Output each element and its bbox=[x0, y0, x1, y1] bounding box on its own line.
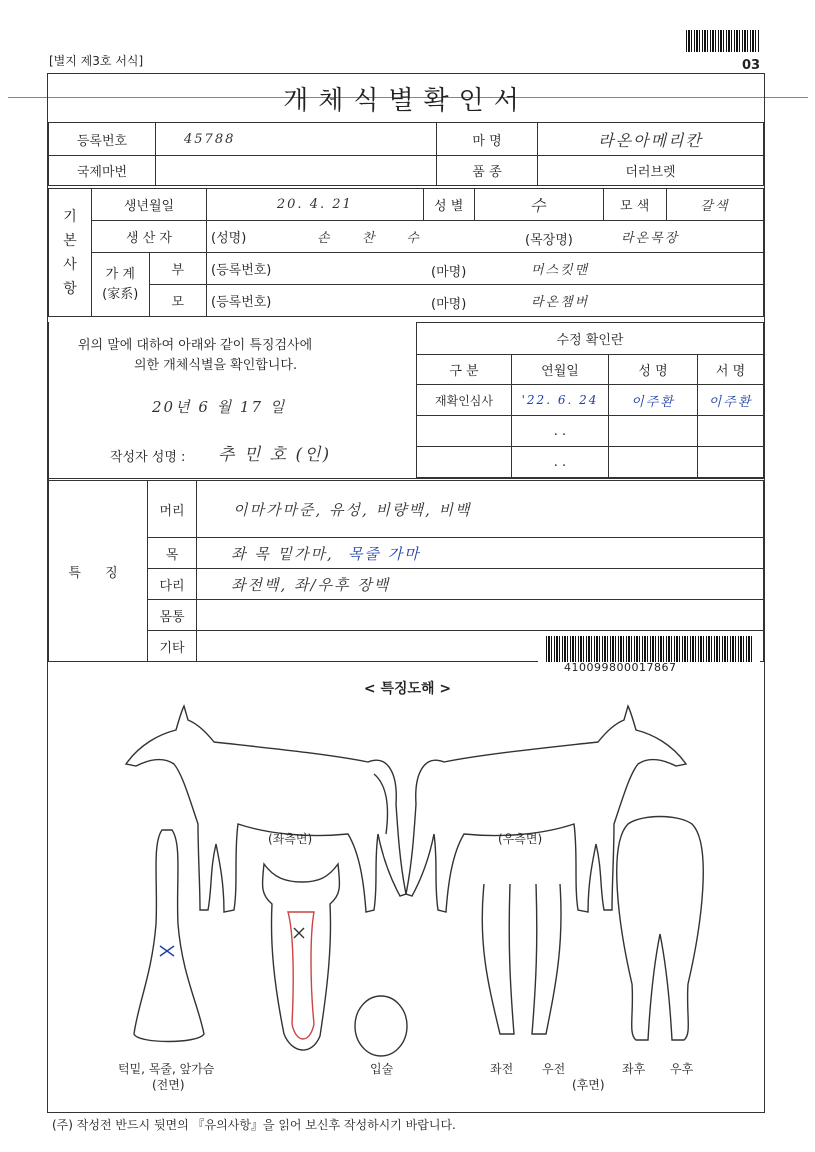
col-type: 구 분 bbox=[417, 355, 512, 385]
details-section-label: 기본사항 bbox=[49, 189, 92, 317]
sire-reg-label: (등록번호) bbox=[211, 263, 272, 278]
breed-value: 더러브렛 bbox=[538, 156, 764, 186]
label-rear: (후면) bbox=[572, 1078, 605, 1092]
front-neck-view bbox=[134, 830, 204, 1042]
breeder-name-label: (성명) bbox=[211, 231, 247, 246]
confirm-left-border bbox=[48, 322, 49, 480]
left-side-horse bbox=[126, 706, 406, 912]
document-title: 개체식별확인서 bbox=[283, 86, 529, 116]
head-whorl-mark bbox=[294, 928, 304, 938]
features-section-label: 특 징 bbox=[49, 481, 148, 662]
dam-label: 모 bbox=[149, 285, 207, 317]
form-label: [별지 제3호 서식] bbox=[49, 54, 144, 68]
row3-name bbox=[609, 447, 698, 478]
writer-label: 작성자 성명 : bbox=[110, 450, 186, 465]
horse-name-label: 마 명 bbox=[437, 123, 538, 156]
legs-label: 다리 bbox=[148, 569, 197, 600]
basic-info-table bbox=[48, 122, 764, 186]
label-front-caption: 턱밑, 목줄, 앞가슴 bbox=[118, 1062, 215, 1076]
row1-name: 이주환 bbox=[609, 385, 698, 416]
row2-type bbox=[417, 416, 512, 447]
sire-name-value: 머스킷맨 bbox=[531, 263, 590, 278]
statement-line-1: 위의 말에 대하여 아래와 같이 특징검사에 bbox=[78, 338, 313, 353]
row2-name bbox=[609, 416, 698, 447]
dam-name-value: 라온챔버 bbox=[531, 295, 590, 310]
label-front-left: 좌전 bbox=[490, 1062, 514, 1076]
statement-line-2: 의한 개체식별을 확인합니다. bbox=[134, 358, 298, 373]
footer-note: (주) 작성전 반드시 뒷면의 『유의사항』을 읽어 보신후 작성하시기 바랍니다. bbox=[52, 1118, 456, 1132]
head-label: 머리 bbox=[148, 481, 197, 538]
coat-label: 모 색 bbox=[603, 189, 666, 221]
lips-view bbox=[355, 996, 407, 1056]
label-front: (전면) bbox=[152, 1078, 185, 1092]
farm-value: 라온목장 bbox=[621, 231, 680, 246]
neck-value: 좌 목 밑가마, bbox=[231, 544, 334, 563]
horse-diagram bbox=[48, 684, 764, 1094]
label-rear-right: 우후 bbox=[670, 1062, 694, 1076]
intl-name-value bbox=[156, 156, 437, 186]
barcode-number: 410099800017867 bbox=[564, 661, 677, 674]
diagram-title: < 특징도해 > bbox=[363, 681, 452, 697]
dam-row bbox=[207, 285, 764, 317]
row1-type: 재확인심사 bbox=[417, 385, 512, 416]
writer-value: 추 민 호 (인) bbox=[218, 445, 332, 465]
row3-sign bbox=[698, 447, 764, 478]
top-barcode bbox=[686, 30, 760, 52]
sire-label: 부 bbox=[149, 253, 207, 285]
revision-table bbox=[416, 322, 764, 478]
details-table bbox=[48, 188, 764, 317]
reg-no-label: 등록번호 bbox=[49, 123, 156, 156]
dam-name-label: (마명) bbox=[431, 297, 467, 312]
label-left-side: (좌측면) bbox=[268, 832, 313, 846]
neck-label: 목 bbox=[148, 538, 197, 569]
farm-label: (목장명) bbox=[525, 233, 573, 248]
sire-row bbox=[207, 253, 764, 285]
breeder-row bbox=[207, 221, 764, 253]
dam-reg-label: (등록번호) bbox=[211, 295, 272, 310]
body-label: 몸통 bbox=[148, 600, 197, 631]
sex-value: 수 bbox=[474, 189, 603, 221]
intl-name-label: 국제마번 bbox=[49, 156, 156, 186]
col-date: 연월일 bbox=[512, 355, 609, 385]
breed-label: 품 종 bbox=[437, 156, 538, 186]
front-legs-view bbox=[482, 884, 561, 1034]
sex-label: 성 별 bbox=[423, 189, 474, 221]
row1-date: '22. 6. 24 bbox=[512, 385, 609, 416]
confirm-date: 20년 6 월 17 일 bbox=[152, 398, 287, 416]
col-name: 성 명 bbox=[609, 355, 698, 385]
row3-type bbox=[417, 447, 512, 478]
label-right-side: (우측면) bbox=[498, 832, 543, 846]
barcode-sticker bbox=[538, 632, 760, 676]
birth-value: 20. 4. 21 bbox=[207, 189, 424, 221]
body-value bbox=[197, 600, 764, 631]
barcode-bars bbox=[546, 636, 752, 662]
revision-title: 수정 확인란 bbox=[417, 323, 764, 355]
label-lips: 입술 bbox=[370, 1062, 394, 1076]
confirm-block bbox=[48, 322, 416, 480]
rear-view bbox=[617, 817, 704, 1041]
col-sign: 서 명 bbox=[698, 355, 764, 385]
other-label: 기타 bbox=[148, 631, 197, 662]
horse-name-value: 라온아메리칸 bbox=[538, 123, 764, 156]
confirm-bottom-border bbox=[48, 478, 764, 479]
head-front-view bbox=[262, 864, 339, 1050]
birth-label: 생년월일 bbox=[92, 189, 207, 221]
neck-extra: 목줄 가마 bbox=[347, 544, 421, 563]
reg-no-value: 45788 bbox=[156, 123, 437, 156]
row1-sign: 이주환 bbox=[698, 385, 764, 416]
label-rear-left: 좌후 bbox=[622, 1062, 646, 1076]
legs-value: 좌전백, 좌/우후 장백 bbox=[197, 569, 764, 600]
head-value: 이마가마준, 유성, 비량백, 비백 bbox=[197, 481, 764, 538]
breeder-name-value: 손 찬 수 bbox=[317, 231, 433, 246]
neck-whorl-mark bbox=[160, 946, 174, 956]
pedigree-label: 가 계 (家系) bbox=[92, 253, 150, 317]
row2-date: . . bbox=[512, 416, 609, 447]
label-front-right: 우전 bbox=[542, 1062, 566, 1076]
breeder-label: 생 산 자 bbox=[92, 221, 207, 253]
sire-name-label: (마명) bbox=[431, 265, 467, 280]
row3-date: . . bbox=[512, 447, 609, 478]
coat-value: 갈색 bbox=[666, 189, 763, 221]
page-number: 03 bbox=[742, 58, 761, 73]
neck-row bbox=[197, 538, 764, 569]
right-side-horse bbox=[406, 706, 686, 912]
row2-sign bbox=[698, 416, 764, 447]
